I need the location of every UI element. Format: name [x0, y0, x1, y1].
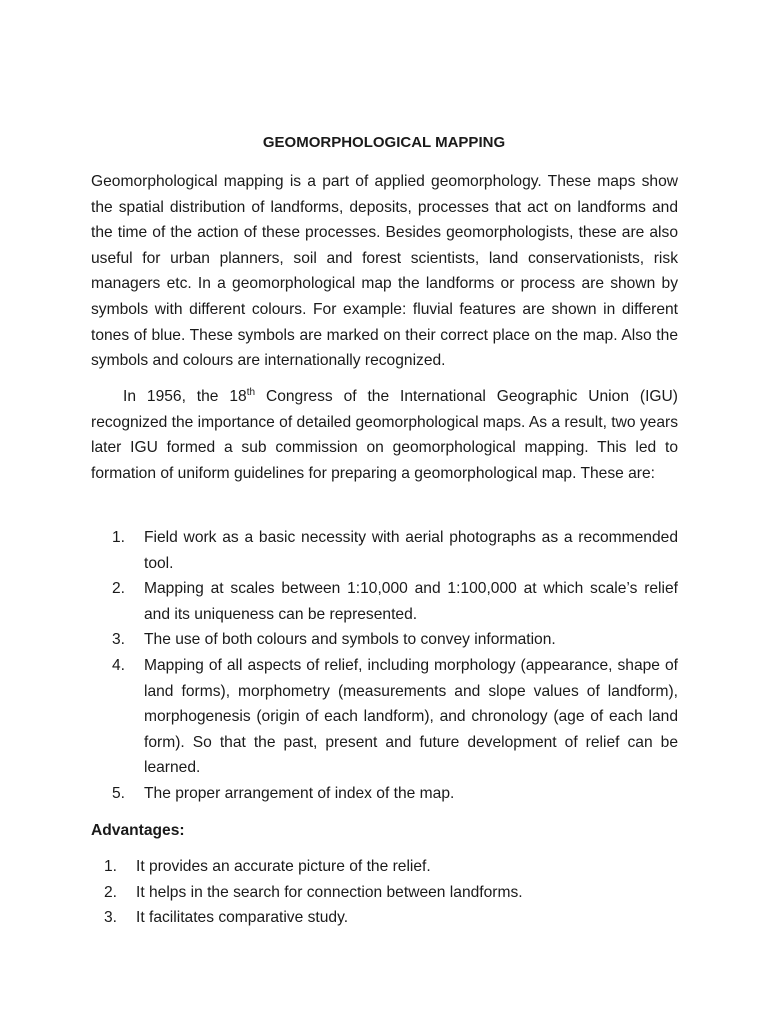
list-item-text: The use of both colours and symbols to convey information.	[144, 631, 556, 649]
history-text-before: In 1956, the 18	[123, 388, 247, 405]
list-number: 1.	[112, 529, 126, 546]
list-number: 3.	[112, 631, 126, 649]
list-item-text: Mapping of all aspects of relief, including morphology (appearance, shape of land forms), morphometry (measurements and slope values of landform), morphogenesis (origin of each landform), and chronology (age of each land form). So that the past, present and future development of relief can be learned.	[144, 656, 678, 777]
list-item-text: It helps in the search for connection between landforms.	[136, 883, 523, 901]
history-paragraph	[91, 384, 678, 486]
list-number: 5.	[112, 784, 126, 802]
list-number: 3.	[104, 909, 118, 927]
list-number: 2.	[112, 580, 126, 598]
list-number: 1.	[104, 858, 118, 875]
advantages-list	[104, 854, 678, 931]
list-item	[104, 854, 678, 880]
list-number: 4.	[112, 656, 126, 674]
history-text-after: Congress of the International Geographic Union (IGU) recognized the importance of detailed geomorphological maps. As a result, two years later IGU formed a sub commission on geomorphological mapping. This led to formation of uniform guidelines for preparing a geomorphological map. These are:	[91, 388, 678, 482]
list-item	[112, 525, 678, 576]
list-item	[112, 781, 678, 807]
list-number: 2.	[104, 883, 118, 901]
list-item	[112, 627, 678, 653]
list-item	[104, 905, 678, 931]
list-item-text: The proper arrangement of index of the map.	[144, 784, 455, 802]
list-item	[112, 576, 678, 627]
list-item-text: Mapping at scales between 1:10,000 and 1:100,000 at which scale’s relief and its uniqueness can be represented.	[144, 580, 678, 623]
list-item-text: It facilitates comparative study.	[136, 909, 349, 927]
intro-paragraph: Geomorphological mapping is a part of applied geomorphology. These maps show the spatial distribution of landforms, deposits, processes that act on landforms and the time of the action of these processes. Besides geomorphologists, these are also useful for urban planners, soil and forest scientists, land conservationists, risk managers etc. In a geomorphological map the landforms or process are shown by symbols with different colours. For example: fluvial features are shown in different tones of blue. These symbols are marked on their correct place on the map. Also the symbols and colours are internationally recognized.	[91, 173, 678, 370]
guidelines-list	[112, 525, 678, 807]
ordinal-suffix: th	[246, 386, 256, 398]
page-title: GEOMORPHOLOGICAL MAPPING	[262, 134, 506, 151]
advantages-heading: Advantages:	[91, 822, 185, 839]
list-item-text: Field work as a basic necessity with aerial photographs as a recommended tool.	[144, 529, 678, 572]
list-item-text: It provides an accurate picture of the relief.	[136, 858, 431, 875]
list-item	[112, 653, 678, 781]
list-item	[104, 880, 678, 906]
